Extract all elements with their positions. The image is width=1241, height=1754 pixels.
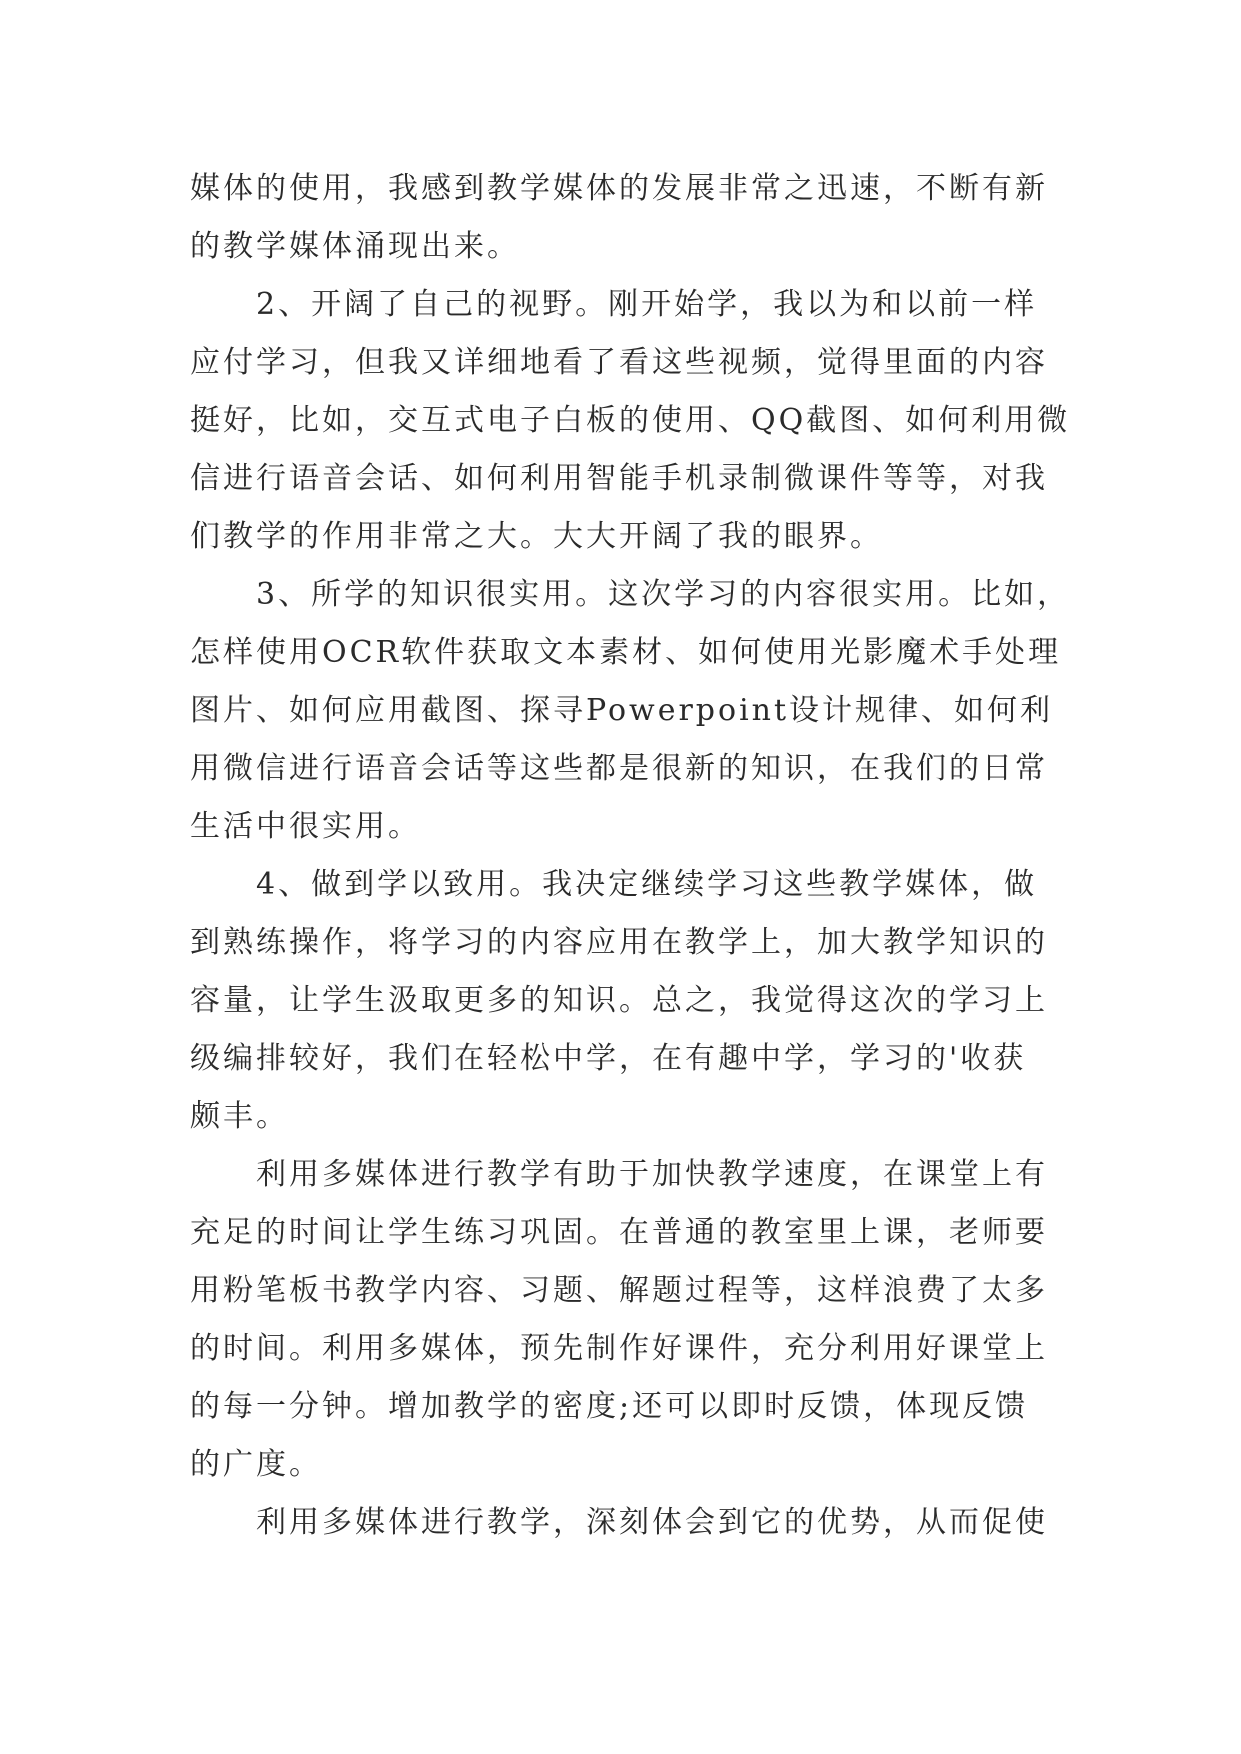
text-line: 挺好，比如，交互式电子白板的使用、QQ截图、如何利用微 [190,403,1071,438]
text-line: 充足的时间让学生练习巩固。在普通的教室里上课，老师要 [190,1215,1048,1250]
text-line: 3、所学的知识很实用。这次学习的内容很实用。比如， [256,577,1071,612]
text-line: 生活中很实用。 [190,809,421,844]
text-line: 级编排较好，我们在轻松中学，在有趣中学，学习的'收获 [190,1041,1027,1076]
text-line: 2、开阔了自己的视野。刚开始学，我以为和以前一样 [256,287,1038,322]
text-line: 的教学媒体涌现出来。 [190,229,520,264]
text-line: 的广度。 [190,1447,322,1482]
text-line: 颇丰。 [190,1099,289,1134]
text-line: 怎样使用OCR软件获取文本素材、如何使用光影魔术手处理 [190,635,1062,670]
text-line: 应付学习，但我又详细地看了看这些视频，觉得里面的内容 [190,345,1048,380]
text-line: 们教学的作用非常之大。大大开阔了我的眼界。 [190,519,883,554]
text-line: 媒体的使用，我感到教学媒体的发展非常之迅速，不断有新 [190,171,1048,206]
text-line: 容量，让学生汲取更多的知识。总之，我觉得这次的学习上 [190,983,1048,1018]
text-line: 用粉笔板书教学内容、习题、解题过程等，这样浪费了太多 [190,1273,1048,1308]
text-line: 利用多媒体进行教学有助于加快教学速度，在课堂上有 [256,1157,1048,1192]
text-line: 图片、如何应用截图、探寻Powerpoint设计规律、如何利 [190,693,1054,728]
document-body [190,160,1071,1552]
text-line: 利用多媒体进行教学，深刻体会到它的优势，从而促使 [256,1505,1048,1540]
text-line: 到熟练操作，将学习的内容应用在教学上，加大教学知识的 [190,925,1048,960]
text-line: 的时间。利用多媒体，预先制作好课件，充分利用好课堂上 [190,1331,1048,1366]
text-line: 信进行语音会话、如何利用智能手机录制微课件等等，对我 [190,461,1048,496]
text-line: 的每一分钟。增加教学的密度;还可以即时反馈，体现反馈 [190,1389,1029,1424]
text-line: 用微信进行语音会话等这些都是很新的知识，在我们的日常 [190,751,1048,786]
text-line: 4、做到学以致用。我决定继续学习这些教学媒体，做 [256,867,1038,902]
